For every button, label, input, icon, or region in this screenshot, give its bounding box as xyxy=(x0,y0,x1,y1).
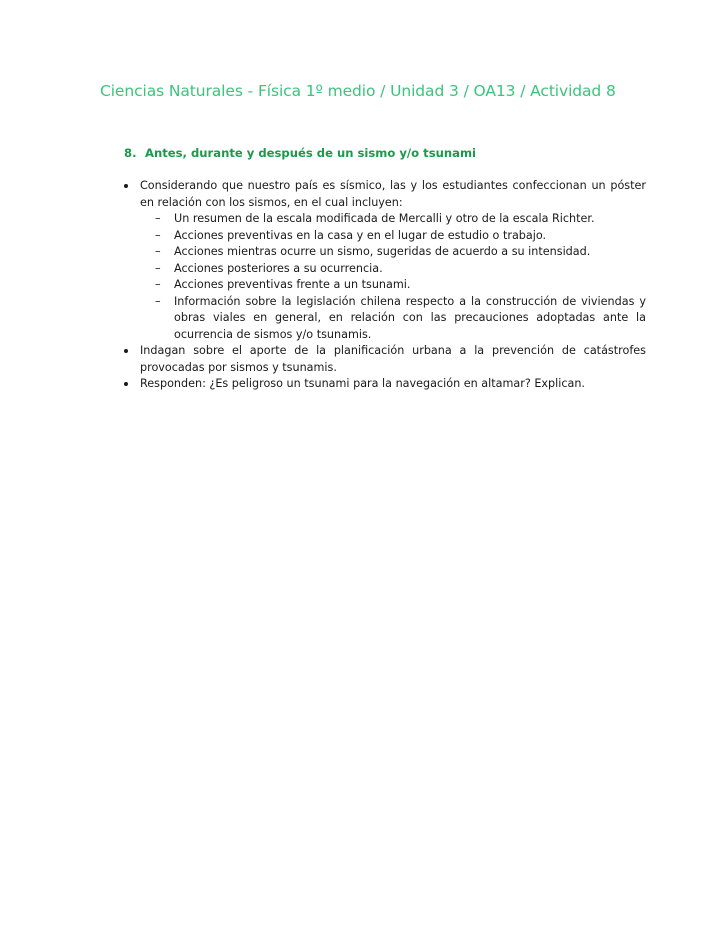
bullet-dot-icon xyxy=(124,382,128,386)
sub-item-text: Acciones posteriores a su ocurrencia. xyxy=(174,261,383,275)
sub-item-text: Acciones preventivas frente a un tsunami. xyxy=(174,278,411,291)
breadcrumb-header: Ciencias Naturales - Física 1º medio / Unidad 3 / OA13 / Actividad 8 xyxy=(100,82,616,100)
section-heading xyxy=(124,146,476,160)
bullet-dot-icon xyxy=(124,349,128,353)
sub-item-text: Acciones preventivas en la casa y en el lugar de estudio o trabajo. xyxy=(174,228,547,242)
sub-item xyxy=(140,244,646,261)
bullet-text: Indagan sobre el aporte de la planificación urbana a la prevención de catástrofes provocadas por sismos y tsunamis. xyxy=(140,344,646,374)
sub-item xyxy=(140,261,646,278)
dash-icon: – xyxy=(155,212,161,225)
sub-item xyxy=(140,228,646,245)
dash-icon: – xyxy=(155,294,161,308)
bullet-item xyxy=(122,178,646,343)
section-number: 8. xyxy=(124,146,137,160)
sub-item-text: Información sobre la legislación chilena respecto a la construcción de viviendas y obras viales en general, en relación con las precauciones adoptadas ante la ocurrencia de sismos y/o tsunamis. xyxy=(174,294,646,341)
bullet-dot-icon xyxy=(124,184,128,188)
dash-icon: – xyxy=(155,245,161,258)
dash-icon: – xyxy=(155,278,161,291)
sub-item xyxy=(140,294,646,344)
dash-icon: – xyxy=(155,228,161,242)
sub-list xyxy=(140,211,646,343)
section-title: Antes, durante y después de un sismo y/o tsunami xyxy=(145,146,476,160)
bullet-text: Considerando que nuestro país es sísmico, las y los estudiantes confeccionan un póster en relación con los sismos, en el cual incluyen: xyxy=(140,179,646,209)
sub-item-text: Un resumen de la escala modificada de Mercalli y otro de la escala Richter. xyxy=(174,212,595,225)
activity-content xyxy=(122,178,646,393)
bullet-list xyxy=(122,178,646,393)
sub-item-text: Acciones mientras ocurre un sismo, sugeridas de acuerdo a su intensidad. xyxy=(174,245,591,258)
sub-item xyxy=(140,211,646,228)
sub-item xyxy=(140,277,646,294)
bullet-item xyxy=(122,376,646,393)
bullet-item xyxy=(122,343,646,376)
dash-icon: – xyxy=(155,261,161,275)
bullet-text: Responden: ¿Es peligroso un tsunami para la navegación en altamar? Explican. xyxy=(140,377,585,390)
